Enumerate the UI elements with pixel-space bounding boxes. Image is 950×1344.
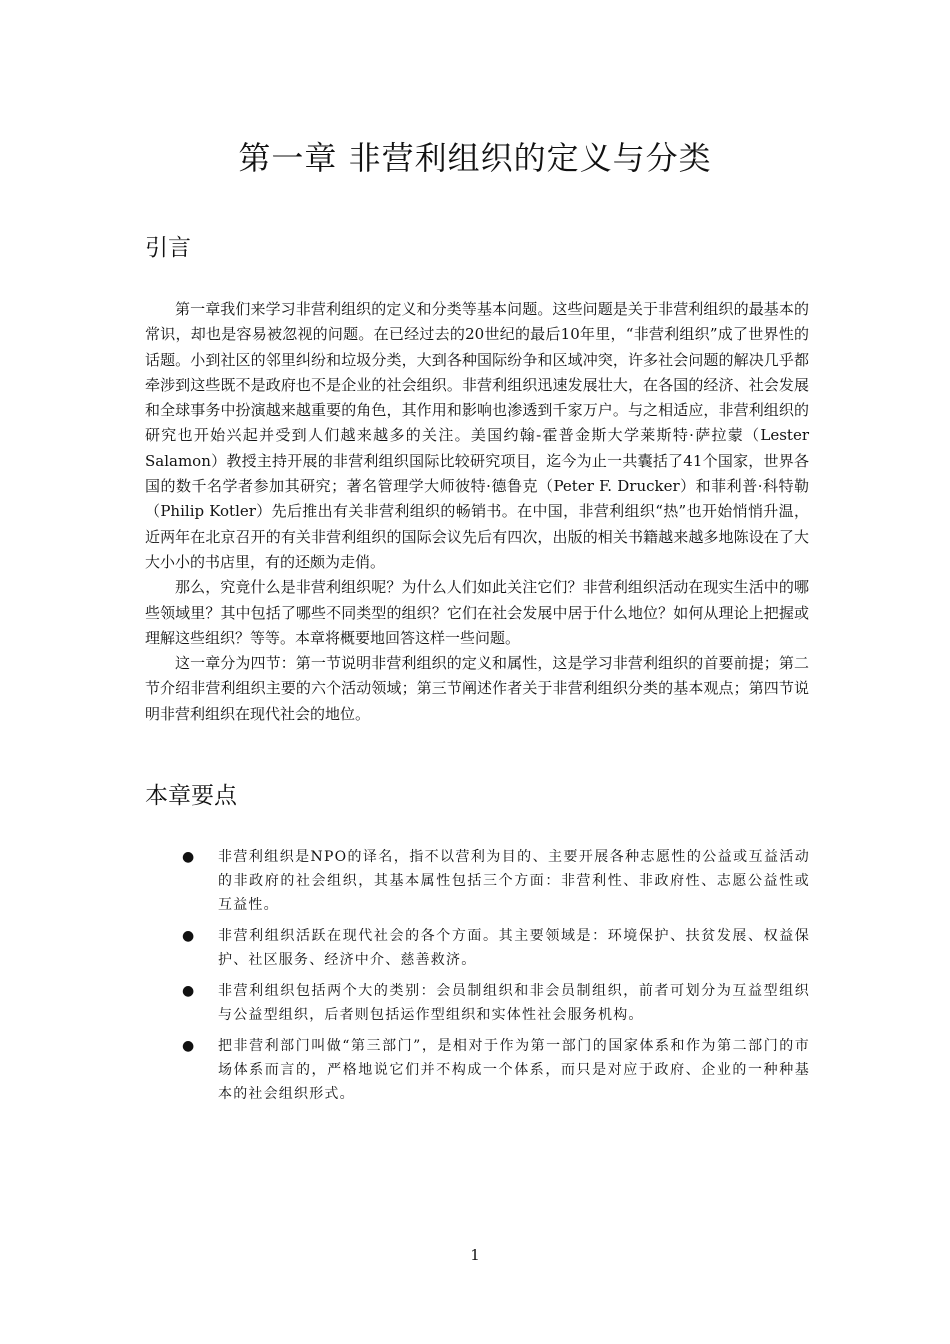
list-item: [180, 924, 810, 972]
key-point-text: 非营利组织活跃在现代社会的各个方面。其主要领域是：环境保护、扶贫发展、权益保护、社区服务、经济中介、慈善救济。: [218, 928, 810, 968]
bullet-icon: ●: [182, 928, 196, 944]
chapter-title: 第一章 非营利组织的定义与分类: [238, 139, 712, 177]
key-points-heading: 本章要点: [145, 783, 237, 809]
bullet-icon: ●: [182, 1038, 196, 1054]
intro-paragraph: 这一章分为四节：第一节说明非营利组织的定义和属性，这是学习非营利组织的首要前提；第二节介绍非营利组织主要的六个活动领域；第三节阐述作者关于非营利组织分类的基本观点；第四节说明非营利组织在现代社会的地位。: [145, 654, 809, 723]
bullet-icon: ●: [182, 983, 196, 999]
bullet-icon: ●: [182, 849, 196, 865]
intro-heading: 引言: [145, 235, 191, 261]
key-point-text: 把非营利部门叫做“第三部门”，是相对于作为第一部门的国家体系和作为第二部门的市场体系而言的，严格地说它们并不构成一个体系，而只是对应于政府、企业的一种种基本的社会组织形式。: [218, 1038, 810, 1102]
intro-paragraph: 第一章我们来学习非营利组织的定义和分类等基本问题。这些问题是关于非营利组织的最基本的常识，却也是容易被忽视的问题。在已经过去的20世纪的最后10年里，“非营利组织”成了世界性的话题。小到社区的邻里纠纷和垃圾分类，大到各种国际纷争和区域冲突，许多社会问题的解决几乎都牵涉到这些既不是政府也不是企业的社会组织。非营利组织迅速发展壮大，在各国的经济、社会发展和全球事务中扮演越来越重要的角色，其作用和影响也渗透到千家万户。与之相适应，非营利组织的研究也开始兴起并受到人们越来越多的关注。美国约翰-霍普金斯大学莱斯特·萨拉蒙（Lester Salamon）教授主持开展的非营利组织国际比较研究项目，迄今为止一共囊括了41个国家，世界各国的数千名学者参加其研究；著名管理学大师彼特·德鲁克（Peter F. Drucker）和菲利普·科特勒（Philip Kotler）先后推出有关非营利组织的畅销书。在中国，非营利组织“热”也开始悄悄升温，近两年在北京召开的有关非营利组织的国际会议先后有四次，出版的相关书籍越来越多地陈设在了大大小小的书店里，有的还颇为走俏。: [145, 300, 809, 571]
intro-paragraph: 那么，究竟什么是非营利组织呢？为什么人们如此关注它们？非营利组织活动在现实生活中的哪些领域里？其中包括了哪些不同类型的组织？它们在社会发展中居于什么地位？如何从理论上把握或理解这些组织？等等。本章将概要地回答这样一些问题。: [145, 578, 809, 647]
list-item: [180, 979, 810, 1027]
list-item: [180, 845, 810, 917]
intro-body: [145, 297, 809, 727]
key-point-text: 非营利组织是NPO的译名，指不以营利为目的、主要开展各种志愿性的公益或互益活动的非政府的社会组织，其基本属性包括三个方面：非营利性、非政府性、志愿公益性或互益性。: [218, 849, 810, 913]
key-points-list: [180, 845, 810, 1113]
key-point-text: 非营利组织包括两个大的类别：会员制组织和非会员制组织，前者可划分为互益型组织与公益型组织，后者则包括运作型组织和实体性社会服务机构。: [218, 983, 810, 1023]
page-number: 1: [470, 1246, 480, 1264]
list-item: [180, 1034, 810, 1106]
